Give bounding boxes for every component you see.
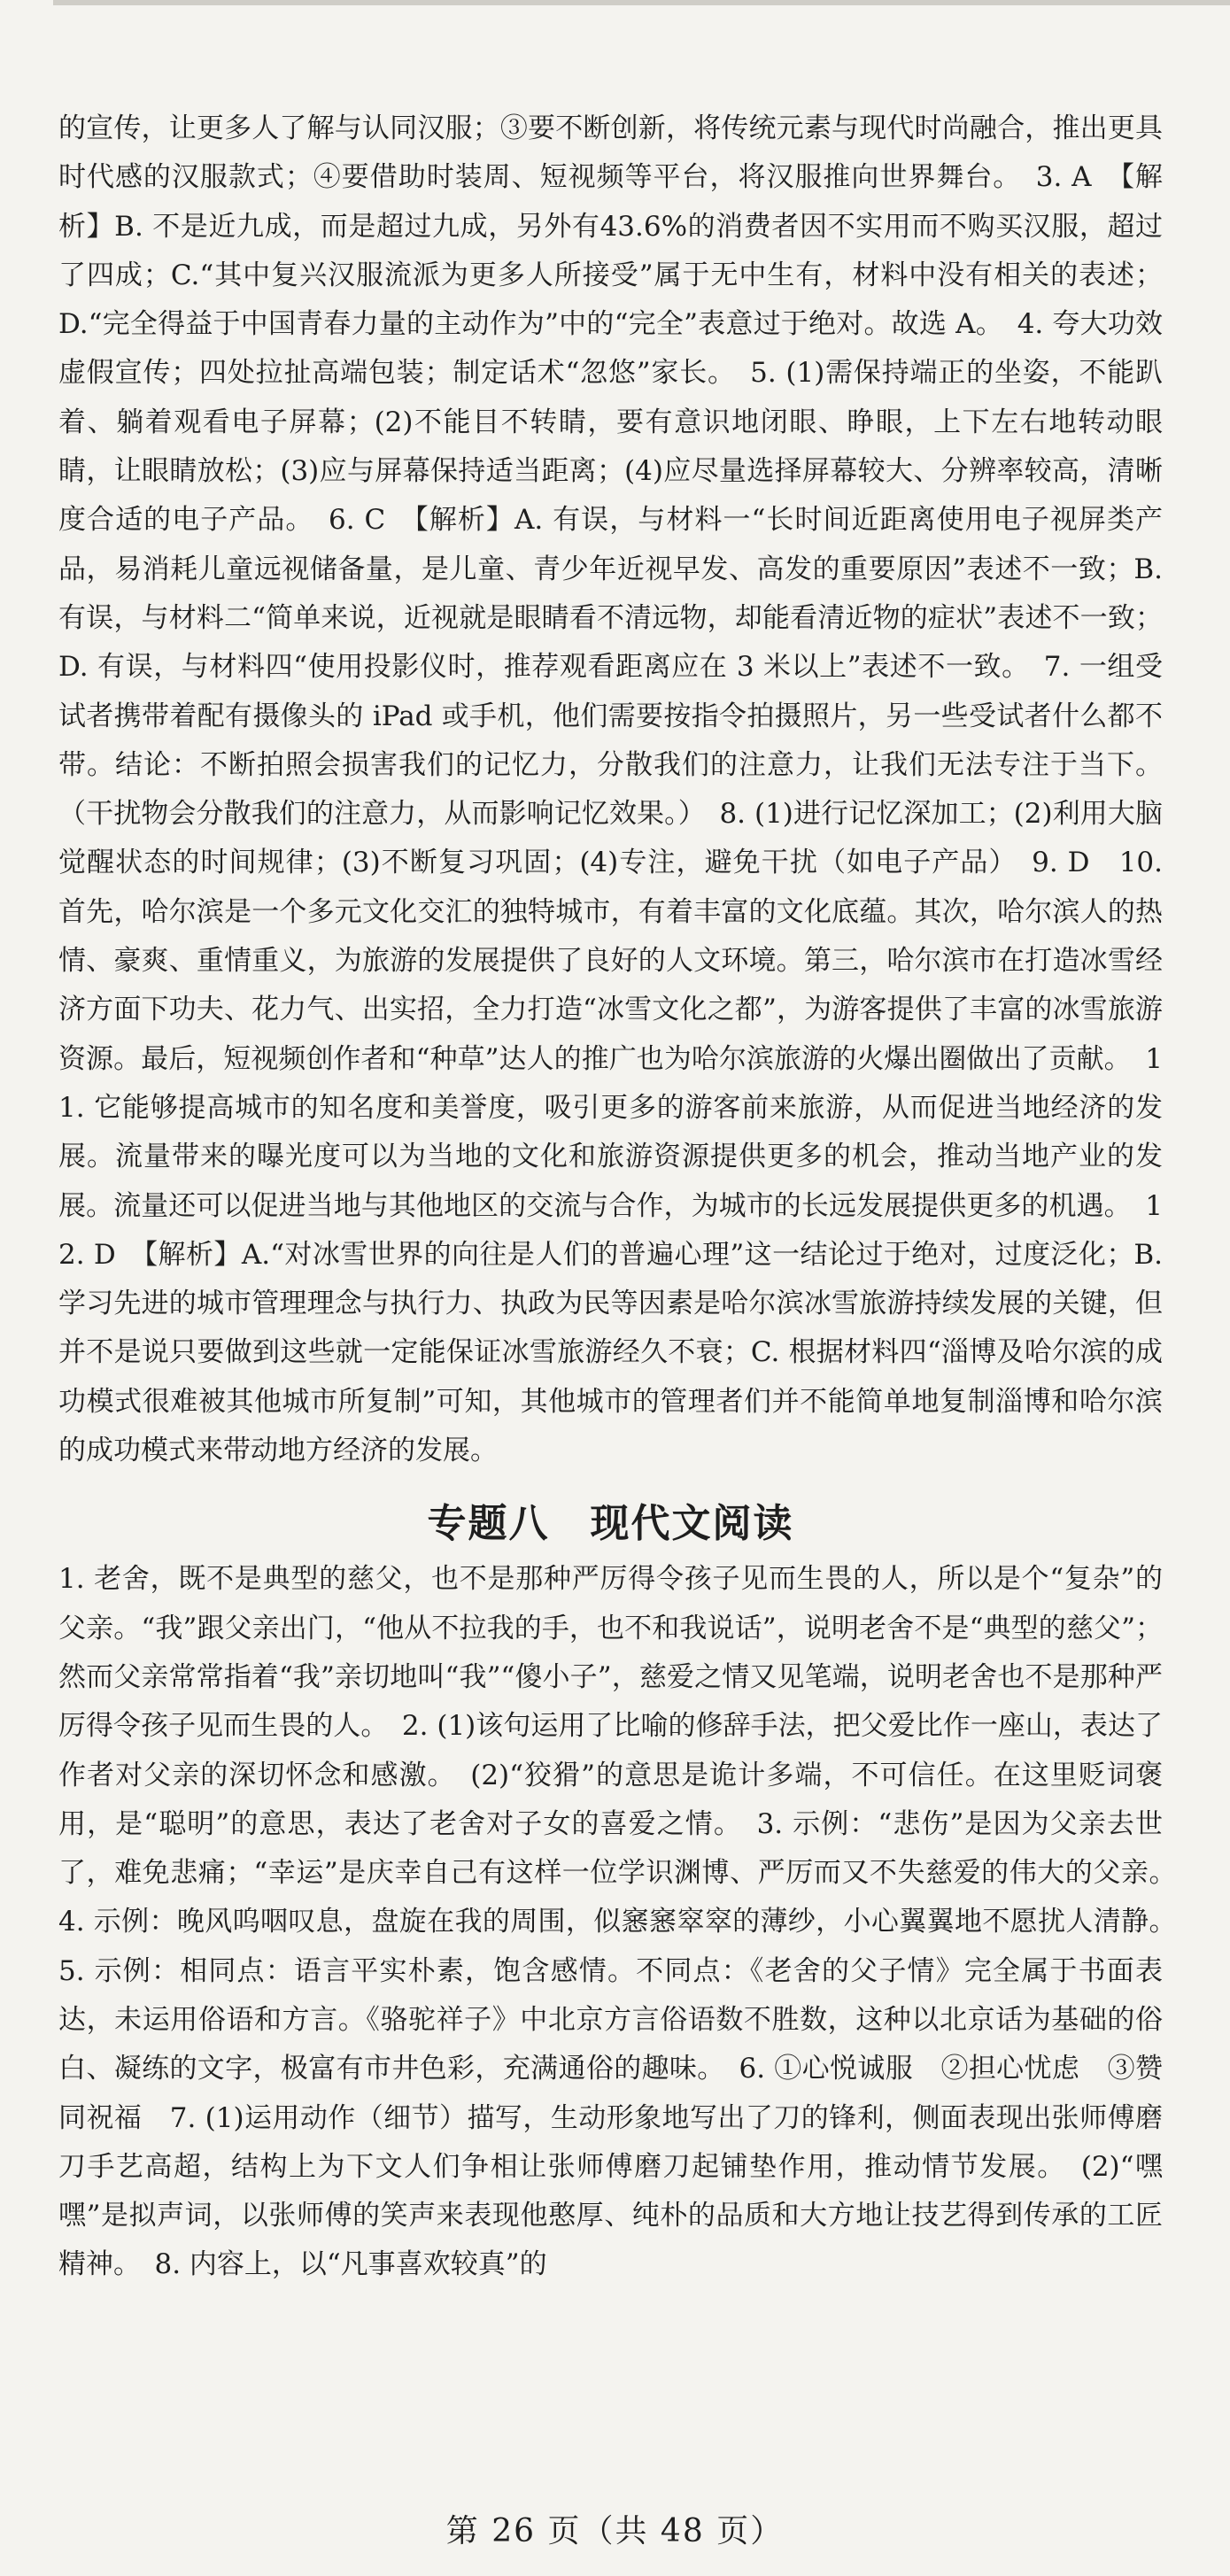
section-heading: 专题八 现代文阅读 xyxy=(427,1501,794,1547)
top-border-line xyxy=(53,0,1230,5)
answer-text-block-modern-reading: 1. 老舍，既不是典型的慈父，也不是那种严厉得令孩子见而生畏的人，所以是个“复杂”的父亲。“我”跟父亲出门，“他从不拉我的手，也不和我说话”，说明老舍不是“典型的慈父”；然而父亲常常指着“我”亲切地叫“我”“傻小子”，慈爱之情又见笔端，说明老舍也不是那种严厉得令孩子见而生畏的人。 2. (1)该句运用了比喻的修辞手法，把父爱比作一座山，表达了作者对父亲的深切怀念和感激。 (2)“狡猾”的意思是诡计多端，不可信任。在这里贬词褒用，是“聪明”的意思，表达了老舍对子女的喜爱之情。 3. 示例：“悲伤”是因为父亲去世了，难免悲痛；“幸运”是庆幸自己有这样一位学识渊博、严厉而又不失慈爱的伟大的父亲。 4. 示例：晚风呜咽叹息，盘旋在我的周围，似窸窸窣窣的薄纱，小心翼翼地不愿扰人清静。 5. 示例：相同点：语言平实朴素，饱含感情。不同点：《老舍的父子情》完全属于书面表达，未运用俗语和方言。《骆驼祥子》中北京方言俗语数不胜数，这种以北京话为基础的俗白、凝练的文字，极富有市井色彩，充满通俗的趣味。 6. ①心悦诚服 ②担心忧虑 ③赞同祝福 7. (1)运用动作（细节）描写，生动形象地写出了刀的锋利，侧面表现出张师傅磨刀手艺高超，结构上为下文人们争相让张师傅磨刀起铺垫作用，推动情节发展。 (2)“嘿嘿”是拟声词，以张师傅的笑声来表现他憨厚、纯朴的品质和大方地让技艺得到传承的工匠精神。 8. 内容上，以“凡事喜欢较真”的 xyxy=(58,1563,1190,2281)
answer-text-block: 的宣传，让更多人了解与认同汉服；③要不断创新，将传统元素与现代时尚融合，推出更具时代感的汉服款式；④要借助时装周、短视频等平台，将汉服推向世界舞台。 3. A 【解析】B. 不是近九成，而是超过九成，另外有43.6%的消费者因不实用而不购买汉服，超过了四成；C.“其中复兴汉服流派为更多人所接受”属于无中生有，材料中没有相关的表述；D.“完全得益于中国青春力量的主动作为”中的“完全”表意过于绝对。故选 A。 4. 夸大功效虚假宣传；四处拉扯高端包装；制定话术“忽悠”家长。 5. (1)需保持端正的坐姿，不能趴着、躺着观看电子屏幕；(2)不能目不转睛，要有意识地闭眼、睁眼，上下左右地转动眼睛，让眼睛放松；(3)应与屏幕保持适当距离；(4)应尽量选择屏幕较大、分辨率较高，清晰度合适的电子产品。 6. C 【解析】A. 有误，与材料一“长时间近距离使用电子视屏类产品，易消耗儿童远视储备量，是儿童、青少年近视早发、高发的重要原因”表述不一致；B. 有误，与材料二“简单来说，近视就是眼睛看不清远物，却能看清近物的症状”表述不一致；D. 有误，与材料四“使用投影仪时，推荐观看距离应在 3 米以上”表述不一致。 7. 一组受试者携带着配有摄像头的 iPad 或手机，他们需要按指令拍摄照片，另一些受试者什么都不带。结论：不断拍照会损害我们的记忆力，分散我们的注意力，让我们无法专注于当下。（干扰物会分散我们的注意力，从而影响记忆效果。） 8. (1)进行记忆深加工；(2)利用大脑觉醒状态的时间规律；(3)不断复习巩固；(4)专注，避免干扰（如电子产品） 9. D 10. 首先，哈尔滨是一个多元文化交汇的独特城市，有着丰富的文化底蕴。其次，哈尔滨人的热情、豪爽、重情重义，为旅游的发展提供了良好的人文环境。第三，哈尔滨市在打造冰雪经济方面下功夫、花力气、出实招，全力打造“冰雪文化之都”，为游客提供了丰富的冰雪旅游资源。最后，短视频创作者和“种草”达人的推广也为哈尔滨旅游的火爆出圈做出了贡献。 11. 它能够提高城市的知名度和美誉度，吸引更多的游客前来旅游，从而促进当地经济的发展。流量带来的曝光度可以为当地的文化和旅游资源提供更多的机会，推动当地产业的发展。流量还可以促进当地与其他地区的交流与合作，为城市的长远发展提供更多的机遇。 12. D 【解析】A.“对冰雪世界的向往是人们的普遍心理”这一结论过于绝对，过度泛化；B. 学习先进的城市管理理念与执行力、执政为民等因素是哈尔滨冰雪旅游持续发展的关键，但并不是说只要做到这些就一定能保证冰雪旅游经久不衰；C. 根据材料四“淄博及哈尔滨的成功模式很难被其他城市所复制”可知，其他城市的管理者们并不能简单地复制淄博和哈尔滨的成功模式来带动地方经济的发展。 xyxy=(58,112,1163,1467)
page-number-footer: 第 26 页（共 48 页） xyxy=(445,2513,785,2549)
page-content xyxy=(58,104,1190,2290)
